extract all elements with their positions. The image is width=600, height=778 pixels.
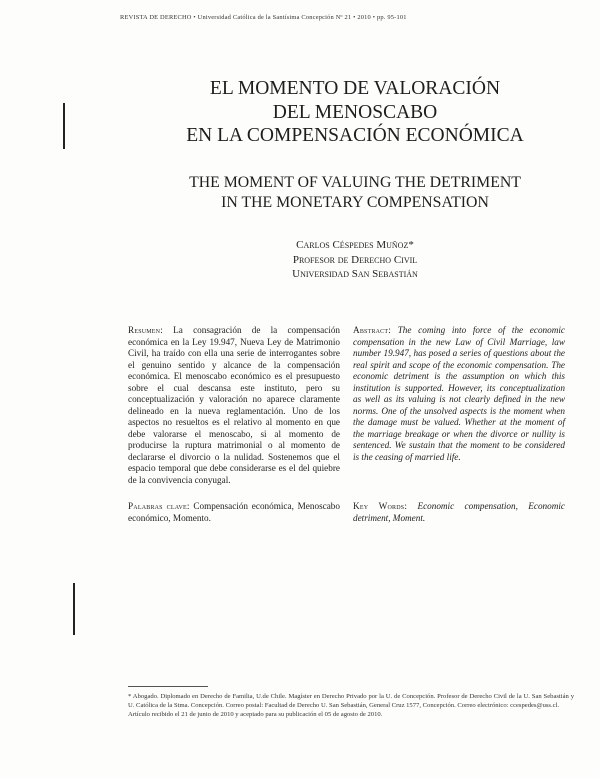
author-position: Profesor de Derecho Civil	[292, 253, 418, 266]
abstract-label: Abstract:	[353, 325, 391, 335]
keywords-text: Compensación económica, Menoscabo económico, Momento.	[128, 501, 340, 523]
keywords-label: Palabras clave:	[128, 501, 190, 511]
footnote-dates: Artículo recibido el 21 de junio de 2010 y aceptado para su publicación el 05 de agosto de 2010.	[128, 711, 383, 718]
margin-mark	[63, 103, 65, 149]
author-name: Carlos Céspedes Muñoz*	[296, 239, 414, 251]
author-block	[120, 238, 590, 282]
title-line: THE MOMENT OF VALUING THE DETRIMENT	[189, 174, 521, 191]
abstract-english	[353, 325, 565, 463]
article-title-english	[120, 173, 590, 213]
title-line: EL MOMENTO DE VALORACIÓN	[209, 78, 501, 99]
article-title-spanish	[120, 77, 590, 148]
title-line: DEL MENOSCABO	[272, 101, 438, 123]
abstract-spanish	[128, 325, 340, 486]
keywords-text: Economic compensation, Economic detriment, Moment.	[353, 501, 565, 523]
title-line: EN LA COMPENSACIÓN ECONÓMICA	[186, 125, 524, 146]
running-head: REVISTA DE DERECHO • Universidad Católica de la Santísima Concepción Nº 21 • 2010 • pp. 95-101	[120, 14, 407, 21]
title-line: IN THE MONETARY COMPENSATION	[221, 194, 489, 211]
footnote-divider	[128, 686, 208, 687]
keywords-english	[353, 501, 565, 524]
keywords-spanish	[128, 501, 340, 524]
keywords-label: Key Words:	[353, 501, 408, 511]
abstract-text: La consagración de la compensación económica en la Ley 19.947, Nueva Ley de Matrimonio Civil, ha traído con ella una serie de interrogantes sobre el genuino sentido y alcance de la compensación económica. El menoscabo económico es el presupuesto sobre el cual descansa este instituto, pero su conceptualización y valoración no aparece claramente delineado en la nueva reglamentación. Uno de los aspectos no resueltos es el relativo al momento en que debe valorarse el menoscabo, si al momento de producirse la ruptura matrimonial o al momento de declararse el divorcio o la nulidad. Sostenemos que el espacio temporal que debe considerarse es el del quiebre de la convivencia conyugal.	[128, 325, 341, 485]
footnote-author: * Abogado. Diplomado en Derecho de Familia, U.de Chile. Magíster en Derecho Privado por la U. de Concepción. Profesor de Derecho Civil de la U. San Sebastián y U. Católica de la Stma. Concepción. Correo postal: Facultad de Derecho U. San Sebastián, General Cruz 1577, Concepción. Correo electrónico: ccespedes@uss.cl.	[128, 693, 574, 709]
author-institution: Universidad San Sebastián	[292, 268, 418, 280]
abstract-text: The coming into force of the economic compensation in the new Law of Civil Marriage, law number 19.947, has posed a series of questions about the real spirit and scope of the economic compensation. The economic detriment is the assumption on which this institution is supported. However, its conceptualization as well as its valuing is not clearly defined in the new norms. One of the unsolved aspects is the moment when the damage must be valued. Whether at the moment of the marriage breakage or when the divorce or nullity is sentenced. We sustain that the moment to be considered is the ceasing of married life.	[353, 325, 566, 462]
abstract-label: Resumen:	[128, 325, 163, 335]
margin-mark	[73, 583, 75, 635]
footnotes	[128, 692, 574, 719]
